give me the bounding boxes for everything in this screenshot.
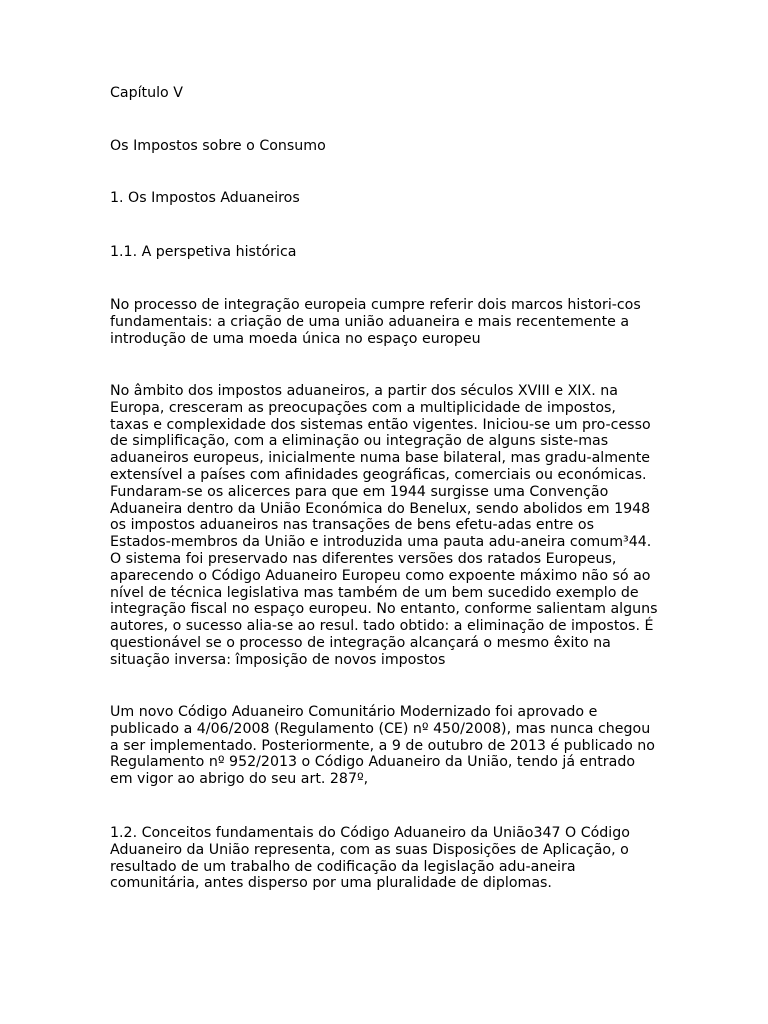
paragraph-4: 1.2. Conceitos fundamentais do Código Aduaneiro da União347 O Código Aduaneiro da União representa, com as suas Disposições de Aplicação, o resultado de um trabalho de codificação da legislação adu-aneira comunitária, antes disperso por uma pluralidade de diplomas. — [110, 825, 630, 892]
chapter-title: Os Impostos sobre o Consumo — [110, 138, 326, 154]
section-heading-1-1: 1.1. A perspetiva histórica — [110, 244, 297, 260]
paragraph-3: Um novo Código Aduaneiro Comunitário Modernizado foi aprovado e publicado a 4/06/2008 (Regulamento (CE) nº 450/2008), mas nunca chegou a ser implementado. Posteriormente, a 9 de outubro de 2013 é publicado no Regulamento nº 952/2013 o Código Aduaneiro da União, tendo já entrado em vigor ao abrigo do seu art. 287º, — [110, 704, 655, 788]
paragraph-2: No âmbito dos impostos aduaneiros, a partir dos séculos XVIII e XIX. na Europa, cresceram as preocupações com a multiplicidade de impostos, taxas e complexidade dos sistemas então vigentes. Iniciou-se um pro-cesso de simplificação, com a eliminação ou integração de alguns siste-mas aduaneiros europeus, inicialmente numa base bilateral, mas gradu-almente extensível a países com afinidades geográficas, comerciais ou económicas. Fundaram-se os alicerces para que em 1944 surgisse uma Convenção Aduaneira dentro da União Económica do Benelux, sendo abolidos em 1948 os impostos aduaneiros nas transações de bens efetu-adas entre os Estados-membros da União e introduzida uma pauta adu-aneira comum³44. O sistema foi preservado nas diferentes versões dos ratados Europeus, aparecendo o Código Aduaneiro Europeu como expoente máximo não só ao nível de técnica legislativa mas também de um bem sucedido exemplo de integração fiscal no espaço europeu. No entanto, conforme salientam alguns autores, o sucesso alia-se ao resul. tado obtido: a eliminação de impostos. É questionável se o processo de integração alcançará o mesmo êxito na situação inversa: împosição de novos impostos — [110, 383, 658, 668]
section-heading-1: 1. Os Impostos Aduaneiros — [110, 190, 300, 206]
paragraph-1: No processo de integração europeia cumpre referir dois marcos histori-cos fundamentais: a criação de uma união aduaneira e mais recentemente a introdução de uma moeda única no espaço europeu — [110, 297, 641, 347]
chapter-heading: Capítulo V — [110, 85, 183, 101]
